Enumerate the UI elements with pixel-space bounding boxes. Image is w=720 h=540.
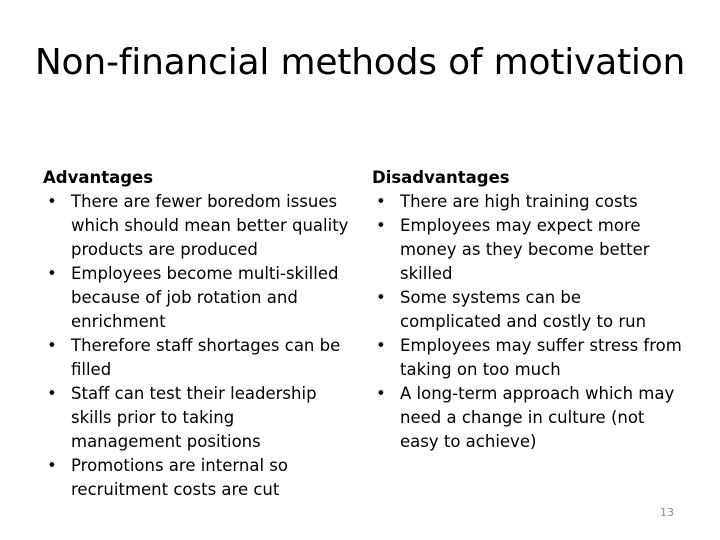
bullet-icon: •	[376, 288, 386, 307]
list-item-text: Promotions are internal so recruitment costs are cut	[71, 456, 288, 499]
page-number: 13	[660, 506, 674, 519]
list-item	[43, 262, 349, 334]
list-item-text: Staff can test their leadership skills prior to taking management positions	[71, 384, 317, 451]
bullet-icon: •	[376, 384, 386, 403]
disadvantages-heading: Disadvantages	[372, 168, 510, 187]
list-item-text: There are high training costs	[400, 192, 638, 211]
list-item	[372, 286, 684, 334]
list-item-text: Some systems can be complicated and costly to run	[400, 288, 647, 331]
list-item	[372, 334, 684, 382]
list-item	[43, 190, 349, 262]
bullet-icon: •	[47, 336, 57, 355]
list-item-text: Employees may expect more money as they become better skilled	[400, 216, 650, 283]
list-item	[372, 214, 684, 286]
bullet-icon: •	[47, 192, 57, 211]
list-item	[372, 382, 684, 454]
bullet-icon: •	[376, 336, 386, 355]
list-item-text: A long-term approach which may need a change in culture (not easy to achieve)	[400, 384, 675, 451]
list-item-text: Therefore staff shortages can be filled	[71, 336, 341, 379]
list-item-text: Employees become multi-skilled because of job rotation and enrichment	[71, 264, 339, 331]
bullet-icon: •	[47, 264, 57, 283]
list-item	[43, 334, 349, 382]
bullet-icon: •	[47, 456, 57, 475]
bullet-icon: •	[376, 192, 386, 211]
list-item-text: Employees may suffer stress from taking on too much	[400, 336, 682, 379]
bullet-icon: •	[376, 216, 386, 235]
slide-title: Non-financial methods of motivation	[34, 42, 686, 83]
list-item	[43, 454, 349, 502]
list-item-text: There are fewer boredom issues which should mean better quality products are produced	[71, 192, 349, 259]
bullet-icon: •	[47, 384, 57, 403]
disadvantages-column	[372, 166, 684, 454]
advantages-list	[43, 190, 349, 502]
list-item	[372, 190, 684, 214]
disadvantages-list	[372, 190, 684, 454]
advantages-column	[43, 166, 349, 502]
advantages-heading: Advantages	[43, 168, 154, 187]
list-item	[43, 382, 349, 454]
